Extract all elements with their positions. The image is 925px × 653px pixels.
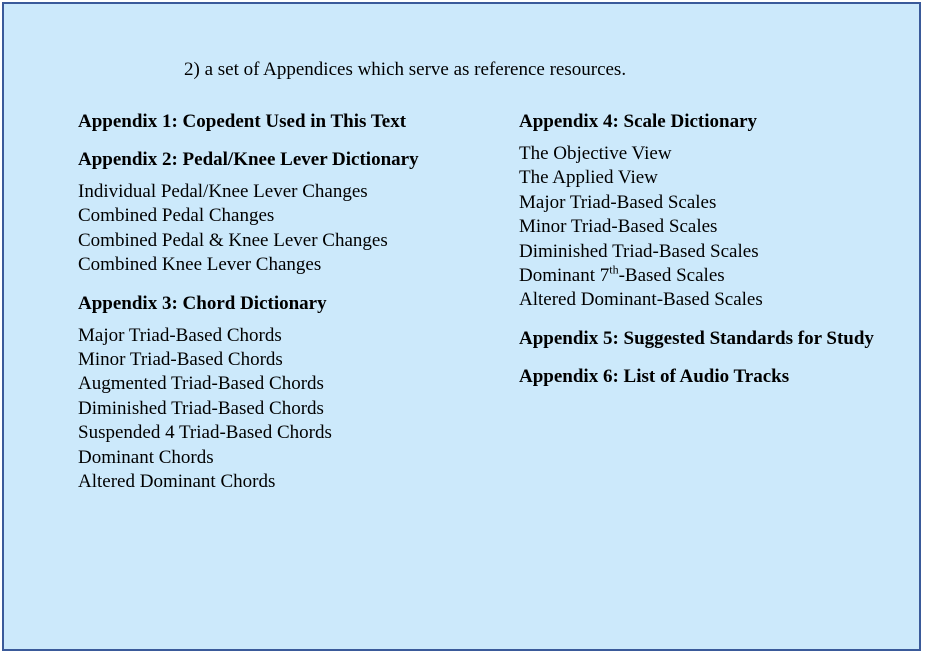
appendix-2: [78, 148, 419, 278]
list-item: Individual Pedal/Knee Lever Changes: [78, 181, 368, 202]
list-item: Combined Knee Lever Changes: [78, 254, 322, 276]
appendix-1-heading: Appendix 1: Copedent Used in This Text: [78, 111, 407, 132]
dominant-scale-prefix: Dominant 7: [519, 265, 610, 287]
list-item: Minor Triad-Based Chords: [78, 349, 283, 371]
left-column: [78, 110, 419, 508]
list-item: Suspended 4 Triad-Based Chords: [78, 422, 332, 444]
appendix-5: [519, 327, 874, 351]
appendix-4: [519, 110, 874, 313]
list-item: The Objective View: [519, 143, 672, 164]
appendix-3-list: [78, 324, 419, 495]
appendix-2-heading: Appendix 2: Pedal/Knee Lever Dictionary: [78, 149, 419, 170]
list-item: Major Triad-Based Scales: [519, 191, 717, 213]
list-item: Diminished Triad-Based Scales: [519, 240, 759, 262]
appendix-6-heading: Appendix 6: List of Audio Tracks: [519, 365, 790, 387]
intro-text: 2) a set of Appendices which serve as reference resources.: [184, 59, 627, 80]
list-item: Altered Dominant-Based Scales: [519, 289, 763, 311]
dominant-scale-item: [519, 264, 874, 288]
list-item: Combined Pedal Changes: [78, 205, 275, 227]
ordinal-superscript: th: [609, 262, 619, 277]
appendix-6: [519, 365, 874, 389]
list-item: The Applied View: [519, 167, 658, 189]
dominant-scale-suffix: -Based Scales: [618, 265, 725, 287]
appendix-2-list: [78, 180, 419, 278]
appendix-5-heading: Appendix 5: Suggested Standards for Study: [519, 327, 874, 349]
appendix-4-heading: Appendix 4: Scale Dictionary: [519, 111, 758, 132]
list-item: Diminished Triad-Based Chords: [78, 397, 324, 419]
list-item: Minor Triad-Based Scales: [519, 216, 718, 238]
appendix-panel: [2, 2, 921, 651]
appendix-3: [78, 292, 419, 495]
list-item: Combined Pedal & Knee Lever Changes: [78, 229, 388, 251]
appendix-3-heading: Appendix 3: Chord Dictionary: [78, 292, 327, 314]
appendix-1: [78, 110, 419, 134]
right-column: [519, 110, 874, 403]
list-item: Dominant Chords: [78, 446, 214, 468]
list-item: Augmented Triad-Based Chords: [78, 373, 324, 395]
appendix-4-list: [519, 142, 874, 313]
list-item: Altered Dominant Chords: [78, 471, 276, 493]
list-item: Major Triad-Based Chords: [78, 324, 282, 346]
